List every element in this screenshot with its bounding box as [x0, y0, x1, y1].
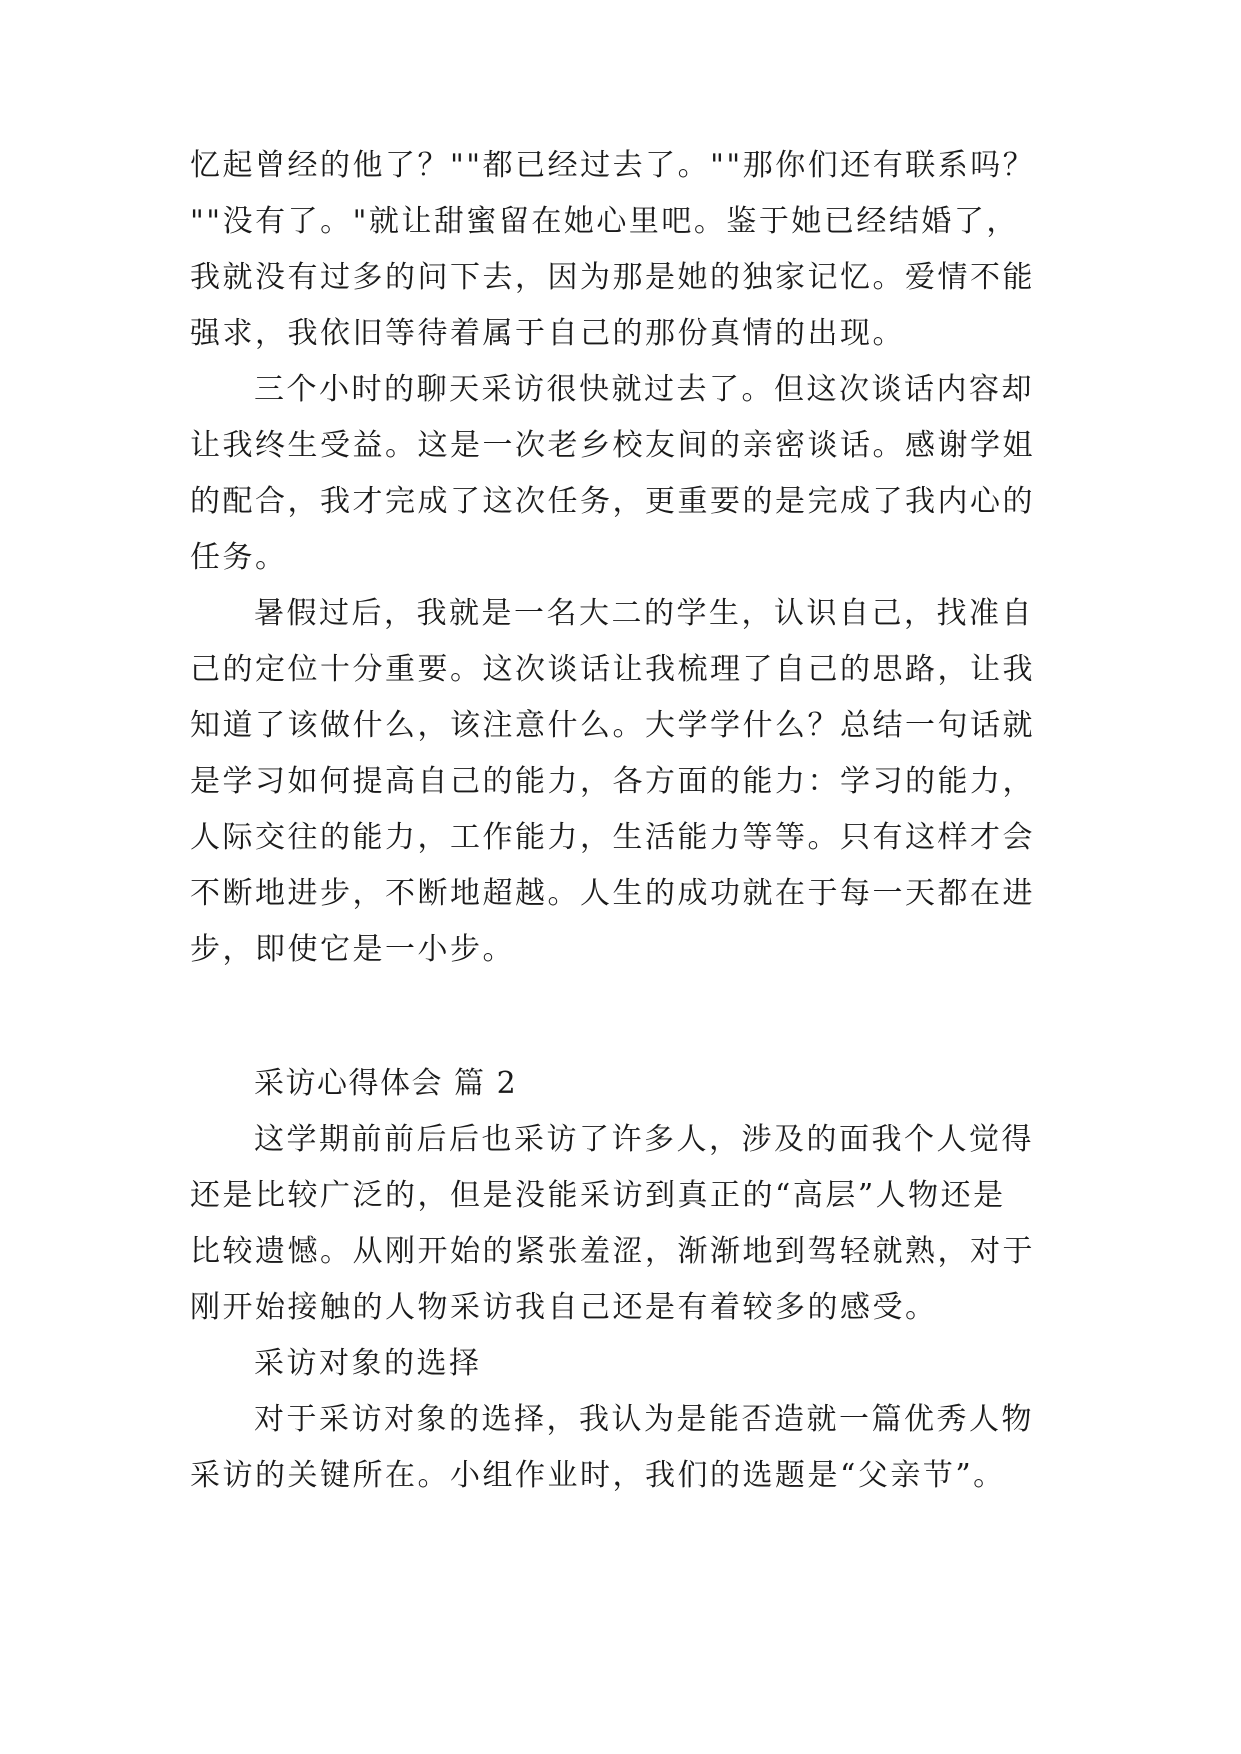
body-text-line: 步，即使它是一小步。: [190, 932, 515, 967]
subheading: 采访对象的选择: [254, 1346, 482, 1381]
body-text-line: 任务。: [190, 540, 288, 575]
body-text-line: 暑假过后，我就是一名大二的学生，认识自己，找准自: [254, 596, 1034, 631]
body-text-line: 不断地进步，不断地超越。人生的成功就在于每一天都在进: [190, 876, 1035, 911]
body-text-line: 让我终生受益。这是一次老乡校友间的亲密谈话。感谢学姐: [190, 428, 1035, 463]
body-text-line: 比较遗憾。从刚开始的紧张羞涩，渐渐地到驾轻就熟，对于: [190, 1234, 1035, 1269]
body-text-line: 对于采访对象的选择，我认为是能否造就一篇优秀人物: [254, 1402, 1034, 1437]
body-text-line: 强求，我依旧等待着属于自己的那份真情的出现。: [190, 316, 905, 351]
body-text-line: 忆起曾经的他了？""都已经过去了。""那你们还有联系吗？: [190, 148, 1036, 183]
body-text-line: 这学期前前后后也采访了许多人，涉及的面我个人觉得: [254, 1122, 1034, 1157]
body-text-line: 知道了该做什么，该注意什么。大学学什么？总结一句话就: [190, 708, 1035, 743]
body-text-line: 三个小时的聊天采访很快就过去了。但这次谈话内容却: [254, 372, 1034, 407]
section-heading: 采访心得体会 篇 2: [254, 1066, 518, 1101]
body-text-line: 我就没有过多的问下去，因为那是她的独家记忆。爱情不能: [190, 260, 1035, 295]
body-text-line: ""没有了。"就让甜蜜留在她心里吧。鉴于她已经结婚了，: [190, 204, 1019, 239]
body-text-line: 人际交往的能力，工作能力，生活能力等等。只有这样才会: [190, 820, 1035, 855]
body-text-line: 刚开始接触的人物采访我自己还是有着较多的感受。: [190, 1290, 938, 1325]
body-text-line: 是学习如何提高自己的能力，各方面的能力：学习的能力，: [190, 764, 1035, 799]
body-text-line: 的配合，我才完成了这次任务，更重要的是完成了我内心的: [190, 484, 1035, 519]
body-text-line: 采访的关键所在。小组作业时，我们的选题是“父亲节”。: [190, 1458, 1006, 1493]
body-text-line: 己的定位十分重要。这次谈话让我梳理了自己的思路，让我: [190, 652, 1035, 687]
body-text-line: 还是比较广泛的，但是没能采访到真正的“高层”人物还是: [190, 1178, 1006, 1213]
